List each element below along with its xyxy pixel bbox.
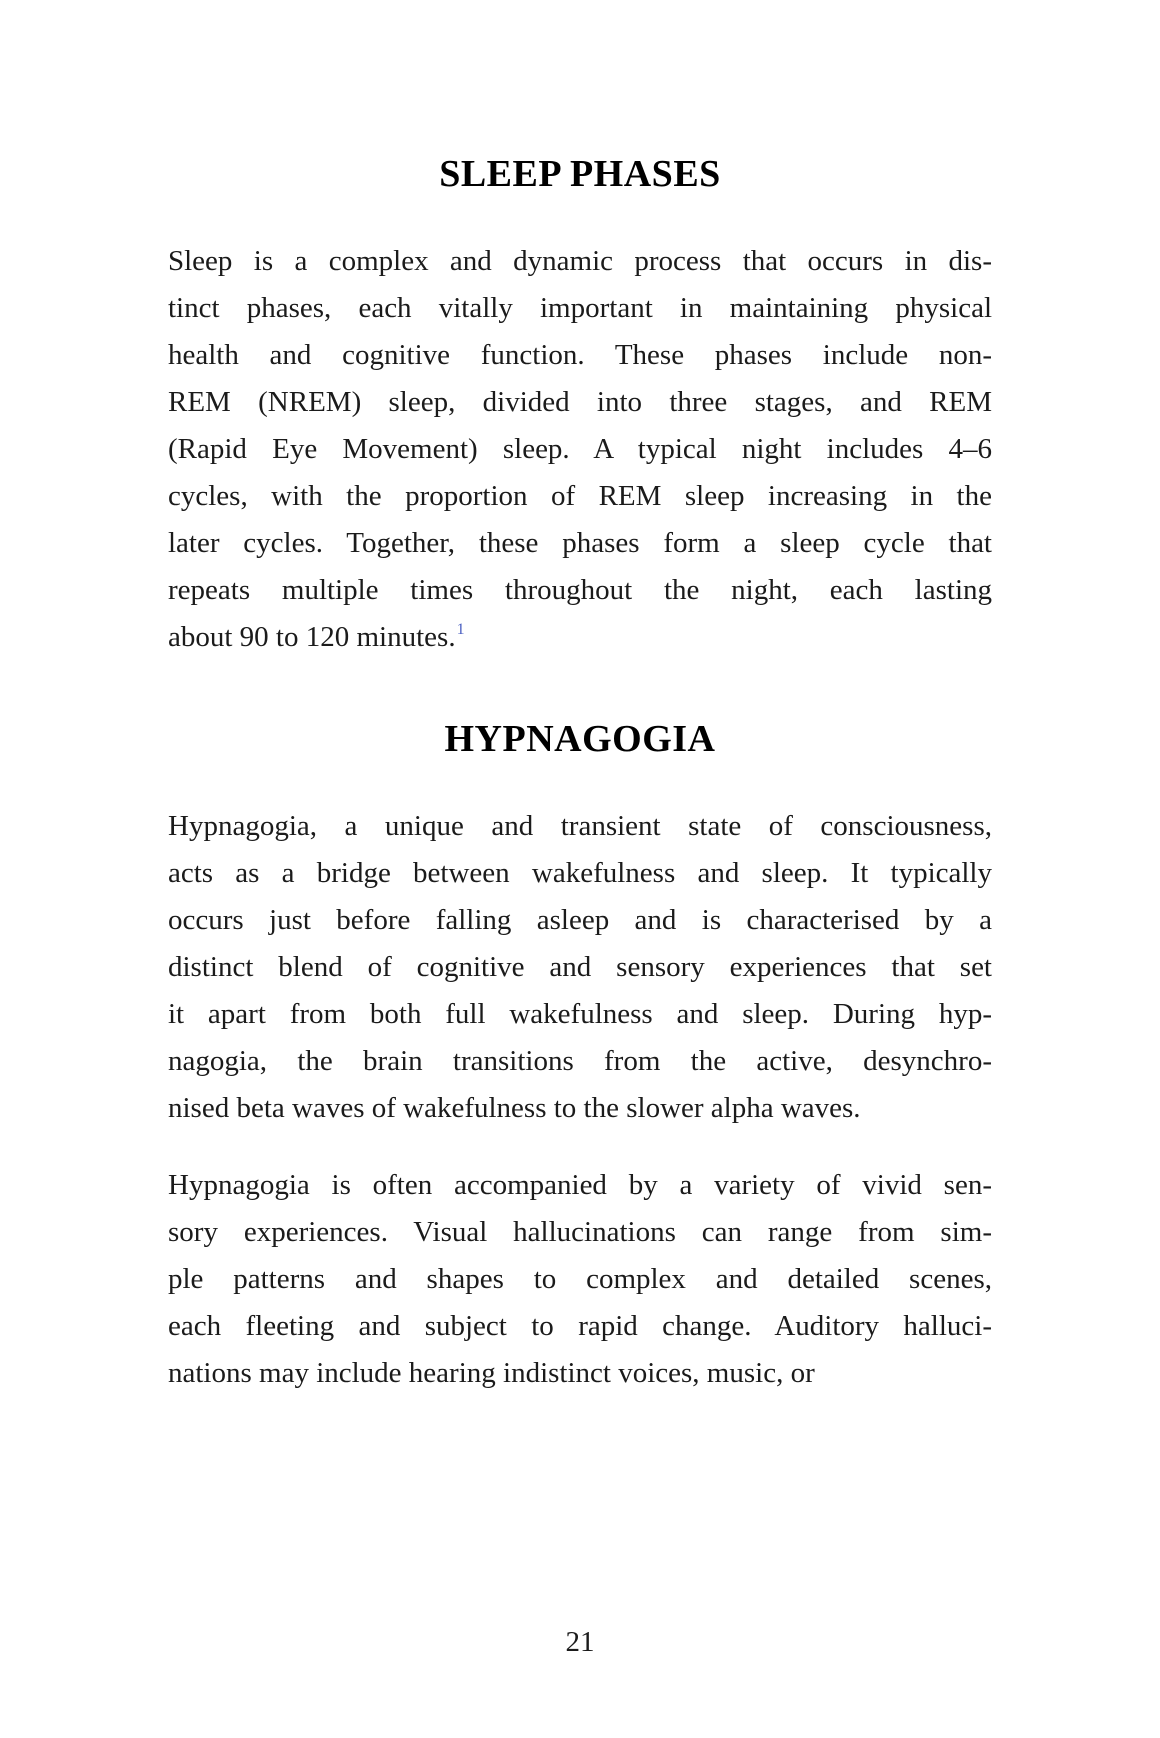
text-line: nations may include hearing indistinct voices, music, or (168, 1357, 815, 1389)
text-line: distinct blend of cognitive and sensory experiences that set (168, 951, 992, 983)
text-line: Sleep is a complex and dynamic process that occurs in dis- (168, 245, 992, 277)
text-line: (Rapid Eye Movement) sleep. A typical night includes 4–6 (168, 433, 992, 465)
paragraph (168, 1162, 992, 1397)
text-line: ple patterns and shapes to complex and detailed scenes, (168, 1263, 992, 1295)
text-line: nised beta waves of wakefulness to the slower alpha waves. (168, 1092, 861, 1124)
text-line: repeats multiple times throughout the night, each lasting (168, 574, 992, 606)
paragraph (168, 803, 992, 1132)
text-line: tinct phases, each vitally important in maintaining physical (168, 292, 992, 324)
text-line: each fleeting and subject to rapid change. Auditory halluci- (168, 1310, 992, 1342)
text-line: acts as a bridge between wakefulness and sleep. It typically (168, 857, 992, 889)
footnote-reference[interactable]: 1 (456, 621, 465, 638)
text-line: sory experiences. Visual hallucinations can range from sim- (168, 1216, 992, 1248)
text-line: health and cognitive function. These phases include non- (168, 339, 992, 371)
content-area (168, 152, 992, 1397)
text-line: about 90 to 120 minutes.$^1$ (168, 621, 465, 653)
text-line: occurs just before falling asleep and is characterised by a (168, 904, 992, 936)
section-heading: HYPNAGOGIA (444, 718, 716, 760)
text-line: nagogia, the brain transitions from the active, desynchro- (168, 1045, 992, 1077)
text-line: Hypnagogia, a unique and transient state of consciousness, (168, 810, 992, 842)
text-line: Hypnagogia is often accompanied by a variety of vivid sen- (168, 1169, 992, 1201)
paragraph (168, 238, 992, 661)
text-line: it apart from both full wakefulness and sleep. During hyp- (168, 998, 992, 1030)
page-number: 21 (565, 1626, 595, 1658)
text-line: later cycles. Together, these phases form a sleep cycle that (168, 527, 992, 559)
section-heading: SLEEP PHASES (439, 153, 721, 195)
text-line: cycles, with the proportion of REM sleep increasing in the (168, 480, 992, 512)
text-line: REM (NREM) sleep, divided into three stages, and REM (168, 386, 992, 418)
